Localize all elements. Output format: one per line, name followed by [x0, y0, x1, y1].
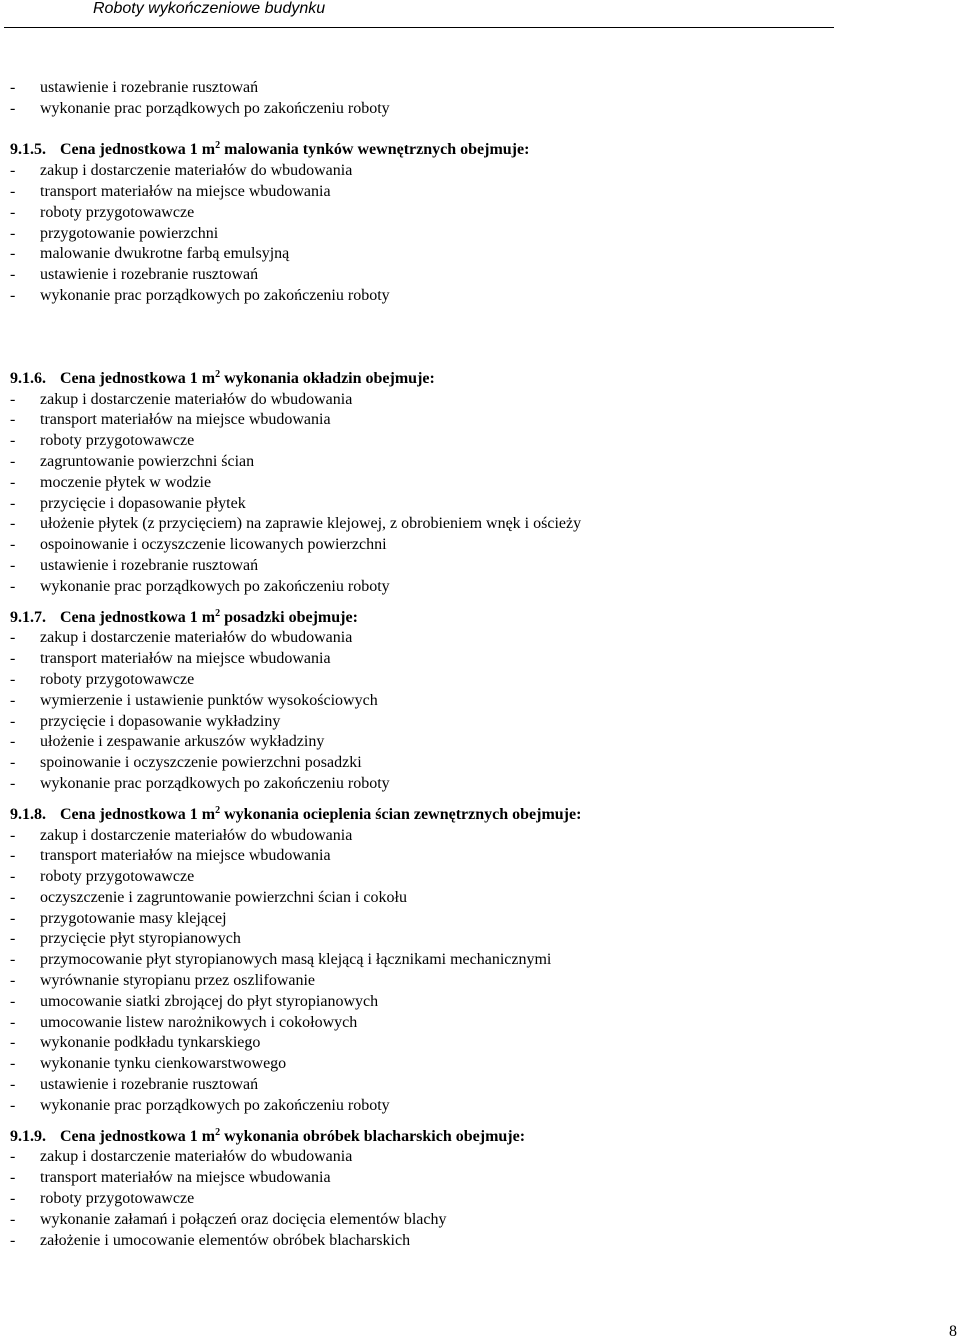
- list-item: [10, 971, 910, 992]
- list-item: [10, 1210, 910, 1231]
- bullet-dash: -: [10, 1013, 16, 1031]
- bullet-dash: -: [10, 868, 16, 886]
- list-item-text: wykonanie prac porządkowych po zakończeniu roboty: [40, 577, 390, 595]
- bullet-dash: -: [10, 286, 16, 304]
- section-title: Cena jednostkowa 1 m: [60, 805, 216, 823]
- bullet-dash: -: [10, 266, 16, 284]
- list-item-text: oczyszczenie i zagruntowanie powierzchni ścian i cokołu: [40, 888, 407, 906]
- bullet-dash: -: [10, 432, 16, 450]
- bullet-dash: -: [10, 1076, 16, 1094]
- list-item-text: roboty przygotowawcze: [40, 1190, 195, 1208]
- bullet-dash: -: [10, 992, 16, 1010]
- unit-exponent: 2: [215, 368, 221, 380]
- list-item: [10, 1075, 910, 1096]
- list-item: [10, 691, 910, 712]
- bullet-dash: -: [10, 909, 16, 927]
- unit-exponent: 2: [215, 804, 221, 816]
- list-item: [10, 867, 910, 888]
- list-item: [10, 909, 910, 930]
- list-item-text: roboty przygotowawcze: [40, 670, 195, 688]
- section-9-1-8: [10, 805, 910, 1117]
- bullet-dash: -: [10, 79, 16, 96]
- list-item-text: ułożenie i zespawanie arkuszów wykładziny: [40, 733, 325, 751]
- list-item: [10, 431, 910, 452]
- section-number: 9.1.7.: [10, 608, 46, 626]
- list-item: [10, 514, 910, 535]
- list-item-text: zakup i dostarczenie materiałów do wbudowania: [40, 1148, 353, 1166]
- list-item-text: zakup i dostarczenie materiałów do wbudowania: [40, 162, 353, 180]
- list-item-text: wykonanie prac porządkowych po zakończeniu roboty: [40, 99, 390, 117]
- bullet-dash: -: [10, 930, 16, 948]
- bullet-dash: -: [10, 733, 16, 751]
- list-item-text: spoinowanie i oczyszczenie powierzchni posadzki: [40, 754, 362, 772]
- bullet-dash: -: [10, 1148, 16, 1166]
- list-item: [10, 203, 910, 224]
- list-item: [10, 846, 910, 867]
- list-item-text: wykonanie prac porządkowych po zakończeniu roboty: [40, 774, 390, 792]
- list-item: [10, 649, 910, 670]
- list-item-text: przycięcie płyt styropianowych: [40, 930, 241, 948]
- header-divider: [4, 27, 834, 28]
- bullet-dash: -: [10, 203, 16, 221]
- list-item: [10, 473, 910, 494]
- list-item: [10, 556, 910, 577]
- list-item: [10, 1054, 910, 1075]
- list-item: [10, 753, 910, 774]
- list-item: [10, 390, 910, 411]
- list-item: [10, 182, 910, 203]
- list-item-text: transport materiałów na miejsce wbudowania: [40, 650, 331, 668]
- list-item-text: przycięcie i dopasowanie płytek: [40, 494, 246, 512]
- bullet-dash: -: [10, 712, 16, 730]
- list-item-text: zakup i dostarczenie materiałów do wbudowania: [40, 390, 353, 408]
- list-item-text: ustawienie i rozebranie rusztowań: [40, 1076, 259, 1094]
- section-number: 9.1.5.: [10, 141, 46, 159]
- list-item: [10, 99, 910, 120]
- bullet-dash: -: [10, 99, 16, 117]
- bullet-dash: -: [10, 826, 16, 844]
- bullet-dash: -: [10, 1169, 16, 1187]
- section-title-rest: posadzki obejmuje:: [220, 608, 358, 626]
- list-item-text: ospoinowanie i oczyszczenie licowanych powierzchni: [40, 536, 387, 554]
- list-item: [10, 224, 910, 245]
- bullet-dash: -: [10, 972, 16, 990]
- section-number: 9.1.9.: [10, 1127, 46, 1145]
- list-item-text: założenie i umocowanie elementów obróbek blacharskich: [40, 1231, 411, 1249]
- list-item: [10, 950, 910, 971]
- unit-exponent: 2: [215, 140, 221, 152]
- section-title-rest: wykonania ocieplenia ścian zewnętrznych obejmuje:: [220, 805, 582, 823]
- list-item: [10, 628, 910, 649]
- page-number: 8: [949, 1323, 957, 1340]
- section-title: Cena jednostkowa 1 m: [60, 1127, 216, 1145]
- list-item-text: zakup i dostarczenie materiałów do wbudowania: [40, 629, 353, 647]
- section-title: Cena jednostkowa 1 m: [60, 369, 216, 387]
- bullet-dash: -: [10, 1096, 16, 1114]
- list-item: [10, 452, 910, 473]
- bullet-dash: -: [10, 691, 16, 709]
- list-item-text: malowanie dwukrotne farbą emulsyjną: [40, 245, 290, 263]
- list-item-text: transport materiałów na miejsce wbudowania: [40, 1169, 331, 1187]
- list-item-text: umocowanie siatki zbrojącej do płyt styropianowych: [40, 992, 379, 1010]
- list-item: [10, 1147, 910, 1168]
- bullet-dash: -: [10, 888, 16, 906]
- bullet-dash: -: [10, 577, 16, 595]
- bullet-dash: -: [10, 182, 16, 200]
- section-heading: [10, 608, 910, 629]
- unit-exponent: 2: [215, 607, 221, 619]
- list-item: [10, 265, 910, 286]
- list-item-text: roboty przygotowawcze: [40, 203, 195, 221]
- list-item-text: przygotowanie masy klejącej: [40, 909, 227, 927]
- section-heading: [10, 140, 910, 161]
- list-item-text: przymocowanie płyt styropianowych masą klejącą i łącznikami mechanicznymi: [40, 951, 552, 969]
- list-item-text: transport materiałów na miejsce wbudowania: [40, 411, 331, 429]
- section-heading: [10, 369, 910, 390]
- list-item-text: ustawienie i rozebranie rusztowań: [40, 79, 259, 96]
- bullet-dash: -: [10, 1231, 16, 1249]
- list-item-text: wykonanie załamań i połączeń oraz docięcia elementów blachy: [40, 1210, 447, 1228]
- bullet-dash: -: [10, 536, 16, 554]
- list-item-text: transport materiałów na miejsce wbudowania: [40, 847, 331, 865]
- list-item: [10, 286, 910, 307]
- list-item-text: wykonanie prac porządkowych po zakończeniu roboty: [40, 1096, 390, 1114]
- list-item-text: wykonanie podkładu tynkarskiego: [40, 1034, 261, 1052]
- section-heading: [10, 805, 910, 826]
- bullet-dash: -: [10, 1055, 16, 1073]
- list-item: [10, 1096, 910, 1117]
- list-item-text: transport materiałów na miejsce wbudowania: [40, 182, 331, 200]
- bullet-dash: -: [10, 473, 16, 491]
- list-item: [10, 1013, 910, 1034]
- section-title-rest: wykonania obróbek blacharskich obejmuje:: [220, 1127, 526, 1145]
- bullet-dash: -: [10, 754, 16, 772]
- list-item: [10, 670, 910, 691]
- list-item: [10, 577, 910, 598]
- list-item: [10, 732, 910, 753]
- bullet-dash: -: [10, 1210, 16, 1228]
- list-item: [10, 774, 910, 795]
- list-item: [10, 712, 910, 733]
- list-item: [10, 410, 910, 431]
- list-item: [10, 535, 910, 556]
- list-item-text: moczenie płytek w wodzie: [40, 473, 212, 491]
- list-item-text: umocowanie listew narożnikowych i cokołowych: [40, 1013, 358, 1031]
- bullet-dash: -: [10, 774, 16, 792]
- list-item-text: wyrównanie styropianu przez oszlifowanie: [40, 972, 316, 990]
- bullet-dash: -: [10, 1034, 16, 1052]
- list-item: [10, 929, 910, 950]
- bullet-dash: -: [10, 390, 16, 408]
- list-item: [10, 1189, 910, 1210]
- list-item: [10, 78, 910, 99]
- bullet-dash: -: [10, 515, 16, 533]
- list-item: [10, 161, 910, 182]
- section-title-rest: malowania tynków wewnętrznych obejmuje:: [220, 141, 530, 159]
- bullet-dash: -: [10, 494, 16, 512]
- section-title: Cena jednostkowa 1 m: [60, 608, 216, 626]
- bullet-dash: -: [10, 162, 16, 180]
- section-9-1-9: [10, 1127, 910, 1252]
- bullet-dash: -: [10, 452, 16, 470]
- section-title-rest: wykonania okładzin obejmuje:: [220, 369, 435, 387]
- bullet-dash: -: [10, 951, 16, 969]
- page-header-title: Roboty wykończeniowe budynku: [93, 0, 326, 17]
- section-title: Cena jednostkowa 1 m: [60, 141, 216, 159]
- list-item-text: roboty przygotowawcze: [40, 432, 195, 450]
- list-item: [10, 494, 910, 515]
- list-item-text: wykonanie prac porządkowych po zakończeniu roboty: [40, 286, 390, 304]
- bullet-dash: -: [10, 411, 16, 429]
- list-item-text: wymierzenie i ustawienie punktów wysokościowych: [40, 691, 378, 709]
- list-item: [10, 826, 910, 847]
- document-body: [10, 78, 910, 1251]
- list-item: [10, 1168, 910, 1189]
- section-heading: [10, 1127, 910, 1148]
- bullet-dash: -: [10, 224, 16, 242]
- list-item: [10, 992, 910, 1013]
- list-item: [10, 244, 910, 265]
- list-item-text: przygotowanie powierzchni: [40, 224, 219, 242]
- list-item-text: ustawienie i rozebranie rusztowań: [40, 556, 259, 574]
- bullet-dash: -: [10, 556, 16, 574]
- bullet-dash: -: [10, 670, 16, 688]
- list-item: [10, 888, 910, 909]
- list-item-text: ułożenie płytek (z przycięciem) na zaprawie klejowej, z obrobieniem wnęk i ościeży: [40, 515, 582, 533]
- bullet-dash: -: [10, 1190, 16, 1208]
- list-item-text: zakup i dostarczenie materiałów do wbudowania: [40, 826, 353, 844]
- section-9-1-6: [10, 369, 910, 598]
- list-item-text: zagruntowanie powierzchni ścian: [40, 452, 255, 470]
- list-item-text: wykonanie tynku cienkowarstwowego: [40, 1055, 287, 1073]
- list-item-text: roboty przygotowawcze: [40, 868, 195, 886]
- bullet-dash: -: [10, 629, 16, 647]
- list-item-text: przycięcie i dopasowanie wykładziny: [40, 712, 281, 730]
- unit-exponent: 2: [215, 1126, 221, 1138]
- bullet-dash: -: [10, 245, 16, 263]
- list-item: [10, 1033, 910, 1054]
- bullet-dash: -: [10, 847, 16, 865]
- list-item-text: ustawienie i rozebranie rusztowań: [40, 266, 259, 284]
- section-9-1-7: [10, 608, 910, 795]
- bullet-dash: -: [10, 650, 16, 668]
- list-item: [10, 1231, 910, 1252]
- section-9-1-5: [10, 140, 910, 306]
- section-number: 9.1.6.: [10, 369, 46, 387]
- section-number: 9.1.8.: [10, 805, 46, 823]
